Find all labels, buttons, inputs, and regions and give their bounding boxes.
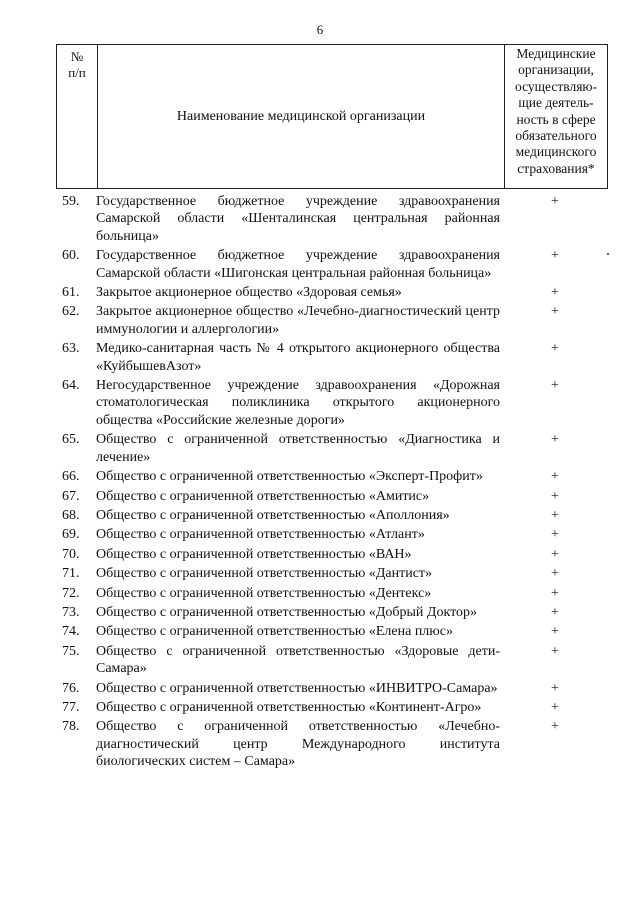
row-mark: +: [551, 546, 559, 562]
table-header: [56, 44, 608, 189]
row-num: 63.: [62, 341, 80, 357]
row-mark: +: [551, 488, 559, 504]
row-name: Закрытое акционерное общество «Здоровая семья»: [96, 285, 402, 301]
row-num: 72.: [62, 585, 80, 601]
row-num: 71.: [62, 566, 80, 582]
row-name: Общество с ограниченной ответственностью «ИНВИТРО-Самара»: [96, 680, 498, 696]
header-number-column: № п/п: [57, 45, 98, 188]
row-num: 66.: [62, 469, 80, 485]
table-row: [0, 699, 640, 716]
row-name: Государственное бюджетное учреждение здравоохранения Самарской области «Шигонская центральная районная больница»: [96, 248, 500, 281]
row-name: Общество с ограниченной ответственностью «Дантист»: [96, 566, 433, 582]
table-row: [0, 623, 640, 640]
row-num: 77.: [62, 699, 80, 715]
row-mark: +: [551, 585, 559, 601]
row-mark: +: [551, 566, 559, 582]
row-mark: +: [551, 378, 559, 394]
table-row: [0, 526, 640, 543]
row-num: 60.: [62, 248, 80, 264]
row-mark: +: [551, 194, 559, 209]
row-mark: +: [551, 527, 559, 543]
row-num: 73.: [62, 604, 80, 620]
row-mark: +: [551, 719, 559, 735]
table-row: [0, 585, 640, 602]
row-mark: +: [551, 604, 559, 620]
row-mark: +: [551, 699, 559, 715]
row-mark: +: [551, 643, 559, 659]
row-num: 70.: [62, 546, 80, 562]
row-mark: +: [551, 304, 559, 320]
table-row: [0, 643, 640, 678]
row-num: 69.: [62, 527, 80, 543]
row-num: 67.: [62, 488, 80, 504]
table-row: [0, 431, 640, 466]
header-name-column: Наименование медицинской организации: [98, 45, 505, 188]
row-name: Общество с ограниченной ответственностью «ВАН»: [96, 546, 412, 562]
row-name: Общество с ограниченной ответственностью «Атлант»: [96, 527, 425, 543]
row-name: Общество с ограниченной ответственностью «Эксперт-Профит»: [96, 469, 483, 485]
row-num: 78.: [62, 719, 80, 735]
table-row: [0, 247, 640, 282]
table-row: [0, 507, 640, 524]
page-number: 6: [316, 22, 324, 37]
row-name: Общество с ограниченной ответственностью «Добрый Доктор»: [96, 604, 478, 620]
row-name: Государственное бюджетное учреждение здравоохранения Самарской области «Шенталинская центральная районная больница»: [96, 194, 500, 244]
table-row: [0, 193, 640, 245]
row-name: Общество с ограниченной ответственностью «Диагностика и лечение»: [96, 432, 500, 465]
row-mark: +: [551, 624, 559, 640]
table-row: [0, 468, 640, 485]
row-num: 74.: [62, 624, 80, 640]
row-num: 65.: [62, 432, 80, 448]
row-mark: +: [551, 680, 559, 696]
row-name: Общество с ограниченной ответственностью «Здоровые дети-Самара»: [96, 643, 500, 677]
row-name: Общество с ограниченной ответственностью «Континент-Агро»: [96, 699, 482, 715]
row-num: 76.: [62, 680, 80, 696]
row-name: Медико-санитарная часть № 4 открытого акционерного общества «КуйбышевАзот»: [96, 341, 500, 374]
row-num: 61.: [62, 285, 80, 301]
row-mark: +: [551, 469, 559, 485]
row-mark: +: [551, 341, 559, 357]
row-num: 62.: [62, 304, 80, 320]
row-name: Общество с ограниченной ответственностью «Елена плюс»: [96, 624, 453, 640]
row-mark: +: [551, 432, 559, 448]
table-row: [0, 565, 640, 582]
row-num: 64.: [62, 378, 80, 394]
scan-speck: [607, 253, 609, 255]
table-body: [0, 193, 640, 773]
row-num: 59.: [62, 194, 80, 209]
table-row: [0, 718, 640, 770]
row-mark: +: [551, 507, 559, 523]
row-mark: +: [551, 248, 559, 264]
row-num: 68.: [62, 507, 80, 523]
table-row: [0, 680, 640, 697]
table-row: [0, 303, 640, 338]
row-name: Закрытое акционерное общество «Лечебно-диагностический центр иммунологии и аллергологии»: [96, 304, 500, 337]
table-row: [0, 340, 640, 375]
row-name: Общество с ограниченной ответственностью «Лечебно-диагностический центр Международного института биологических систем – Самара»: [96, 719, 500, 770]
header-oms-column: Медицинские организации, осуществляю- щие деятель- ность в сфере обязательного медицинского страхования*: [515, 46, 597, 176]
row-name: Общество с ограниченной ответственностью «Амитис»: [96, 488, 430, 504]
table-row: [0, 488, 640, 505]
row-mark: +: [551, 285, 559, 301]
row-name: Негосударственное учреждение здравоохранения «Дорожная стоматологическая поликлиника открытого акционерного общества «Российские железные дороги»: [96, 378, 500, 428]
row-name: Общество с ограниченной ответственностью «Дентекс»: [96, 585, 432, 601]
table-row: [0, 604, 640, 621]
table-row: [0, 377, 640, 429]
row-num: 75.: [62, 643, 80, 659]
row-name: Общество с ограниченной ответственностью «Аполлония»: [96, 507, 450, 523]
table-row: [0, 284, 640, 301]
table-row: [0, 546, 640, 563]
